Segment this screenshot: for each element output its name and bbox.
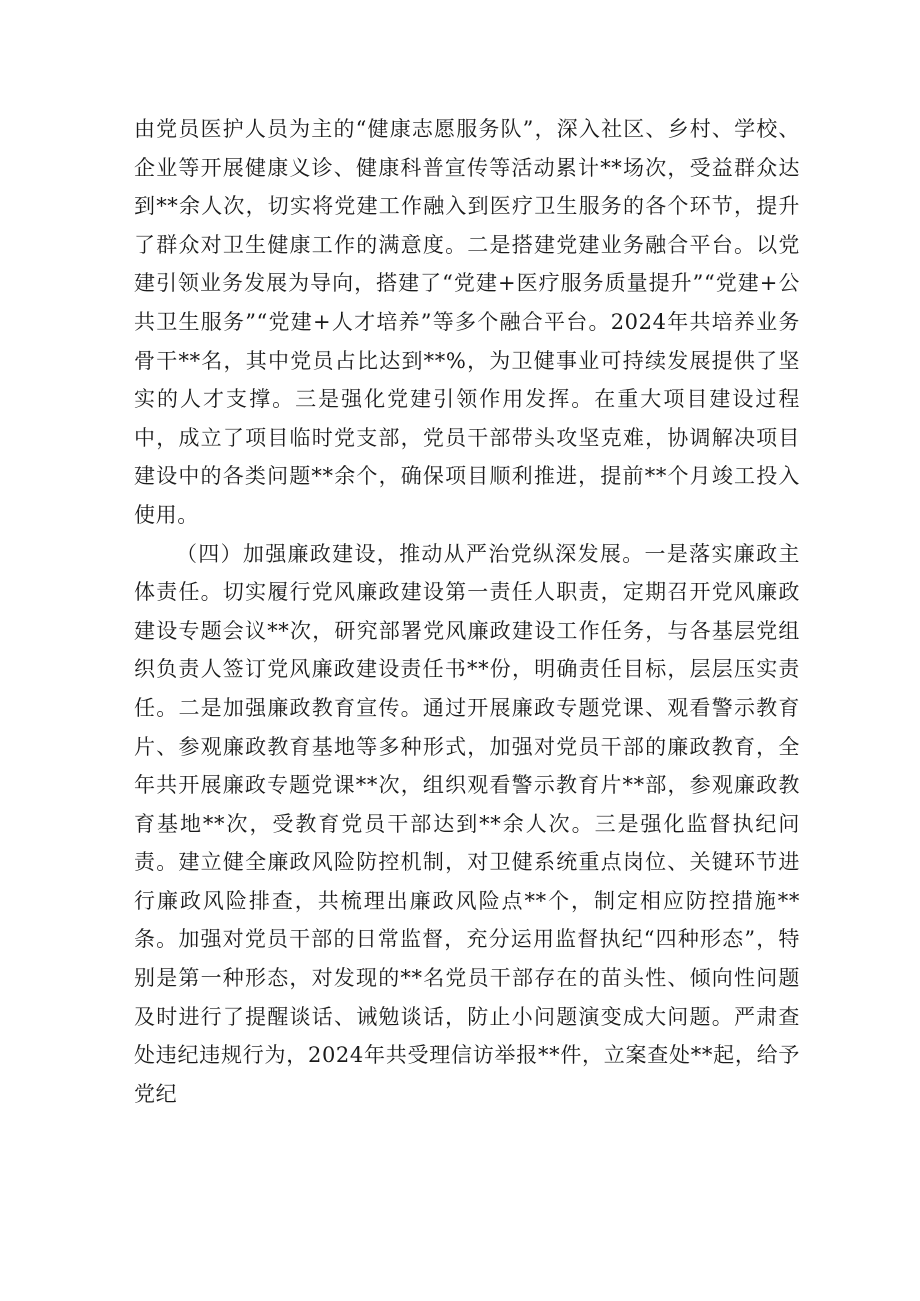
paragraph-continuation: 由党员医护人员为主的“健康志愿服务队”，深入社区、乡村、学校、企业等开展健康义诊、健康科普宣传等活动累计**场次，受益群众达到**余人次，切实将党建工作融入到医疗卫生服务的各个环节，提升了群众对卫生健康工作的满意度。二是搭建党建业务融合平台。以党建引领业务发展为导向，搭建了“党建+医疗服务质量提升”“党建+公共卫生服务”“党建+人才培养”等多个融合平台。2024年共培养业务骨干**名，其中党员占比达到**%，为卫健事业可持续发展提供了坚实的人才支撑。三是强化党建引领作用发挥。在重大项目建设过程中，成立了项目临时党支部，党员干部带头攻坚克难，协调解决项目建设中的各类问题**余个，确保项目顺利推进，提前**个月竣工投入使用。 xyxy=(134,117,800,527)
paragraph-section-four: （四）加强廉政建设，推动从严治党纵深发展。一是落实廉政主体责任。切实履行党风廉政建设第一责任人职责，定期召开党风廉政建设专题会议**次，研究部署党风廉政建设工作任务，与各基层党组织负责人签订党风廉政建设责任书**份，明确责任目标，层层压实责任。二是加强廉政教育宣传。通过开展廉政专题党课、观看警示教育片、参观廉政教育基地等多种形式，加强对党员干部的廉政教育，全年共开展廉政专题党课**次，组织观看警示教育片**部，参观廉政教育基地**次，受教育党员干部达到**余人次。三是强化监督执纪问责。建立健全廉政风险防控机制，对卫健系统重点岗位、关键环节进行廉政风险排查，共梳理出廉政风险点**个，制定相应防控措施**条。加强对党员干部的日常监督，充分运用监督执纪“四种形态”，特别是第一种形态，对发现的**名党员干部存在的苗头性、倾向性问题及时进行了提醒谈话、诫勉谈话，防止小问题演变成大问题。严肃查处违纪违规行为，2024年共受理信访举报**件，立案查处**起，给予党纪 xyxy=(134,541,800,1106)
document-body xyxy=(134,110,800,1113)
